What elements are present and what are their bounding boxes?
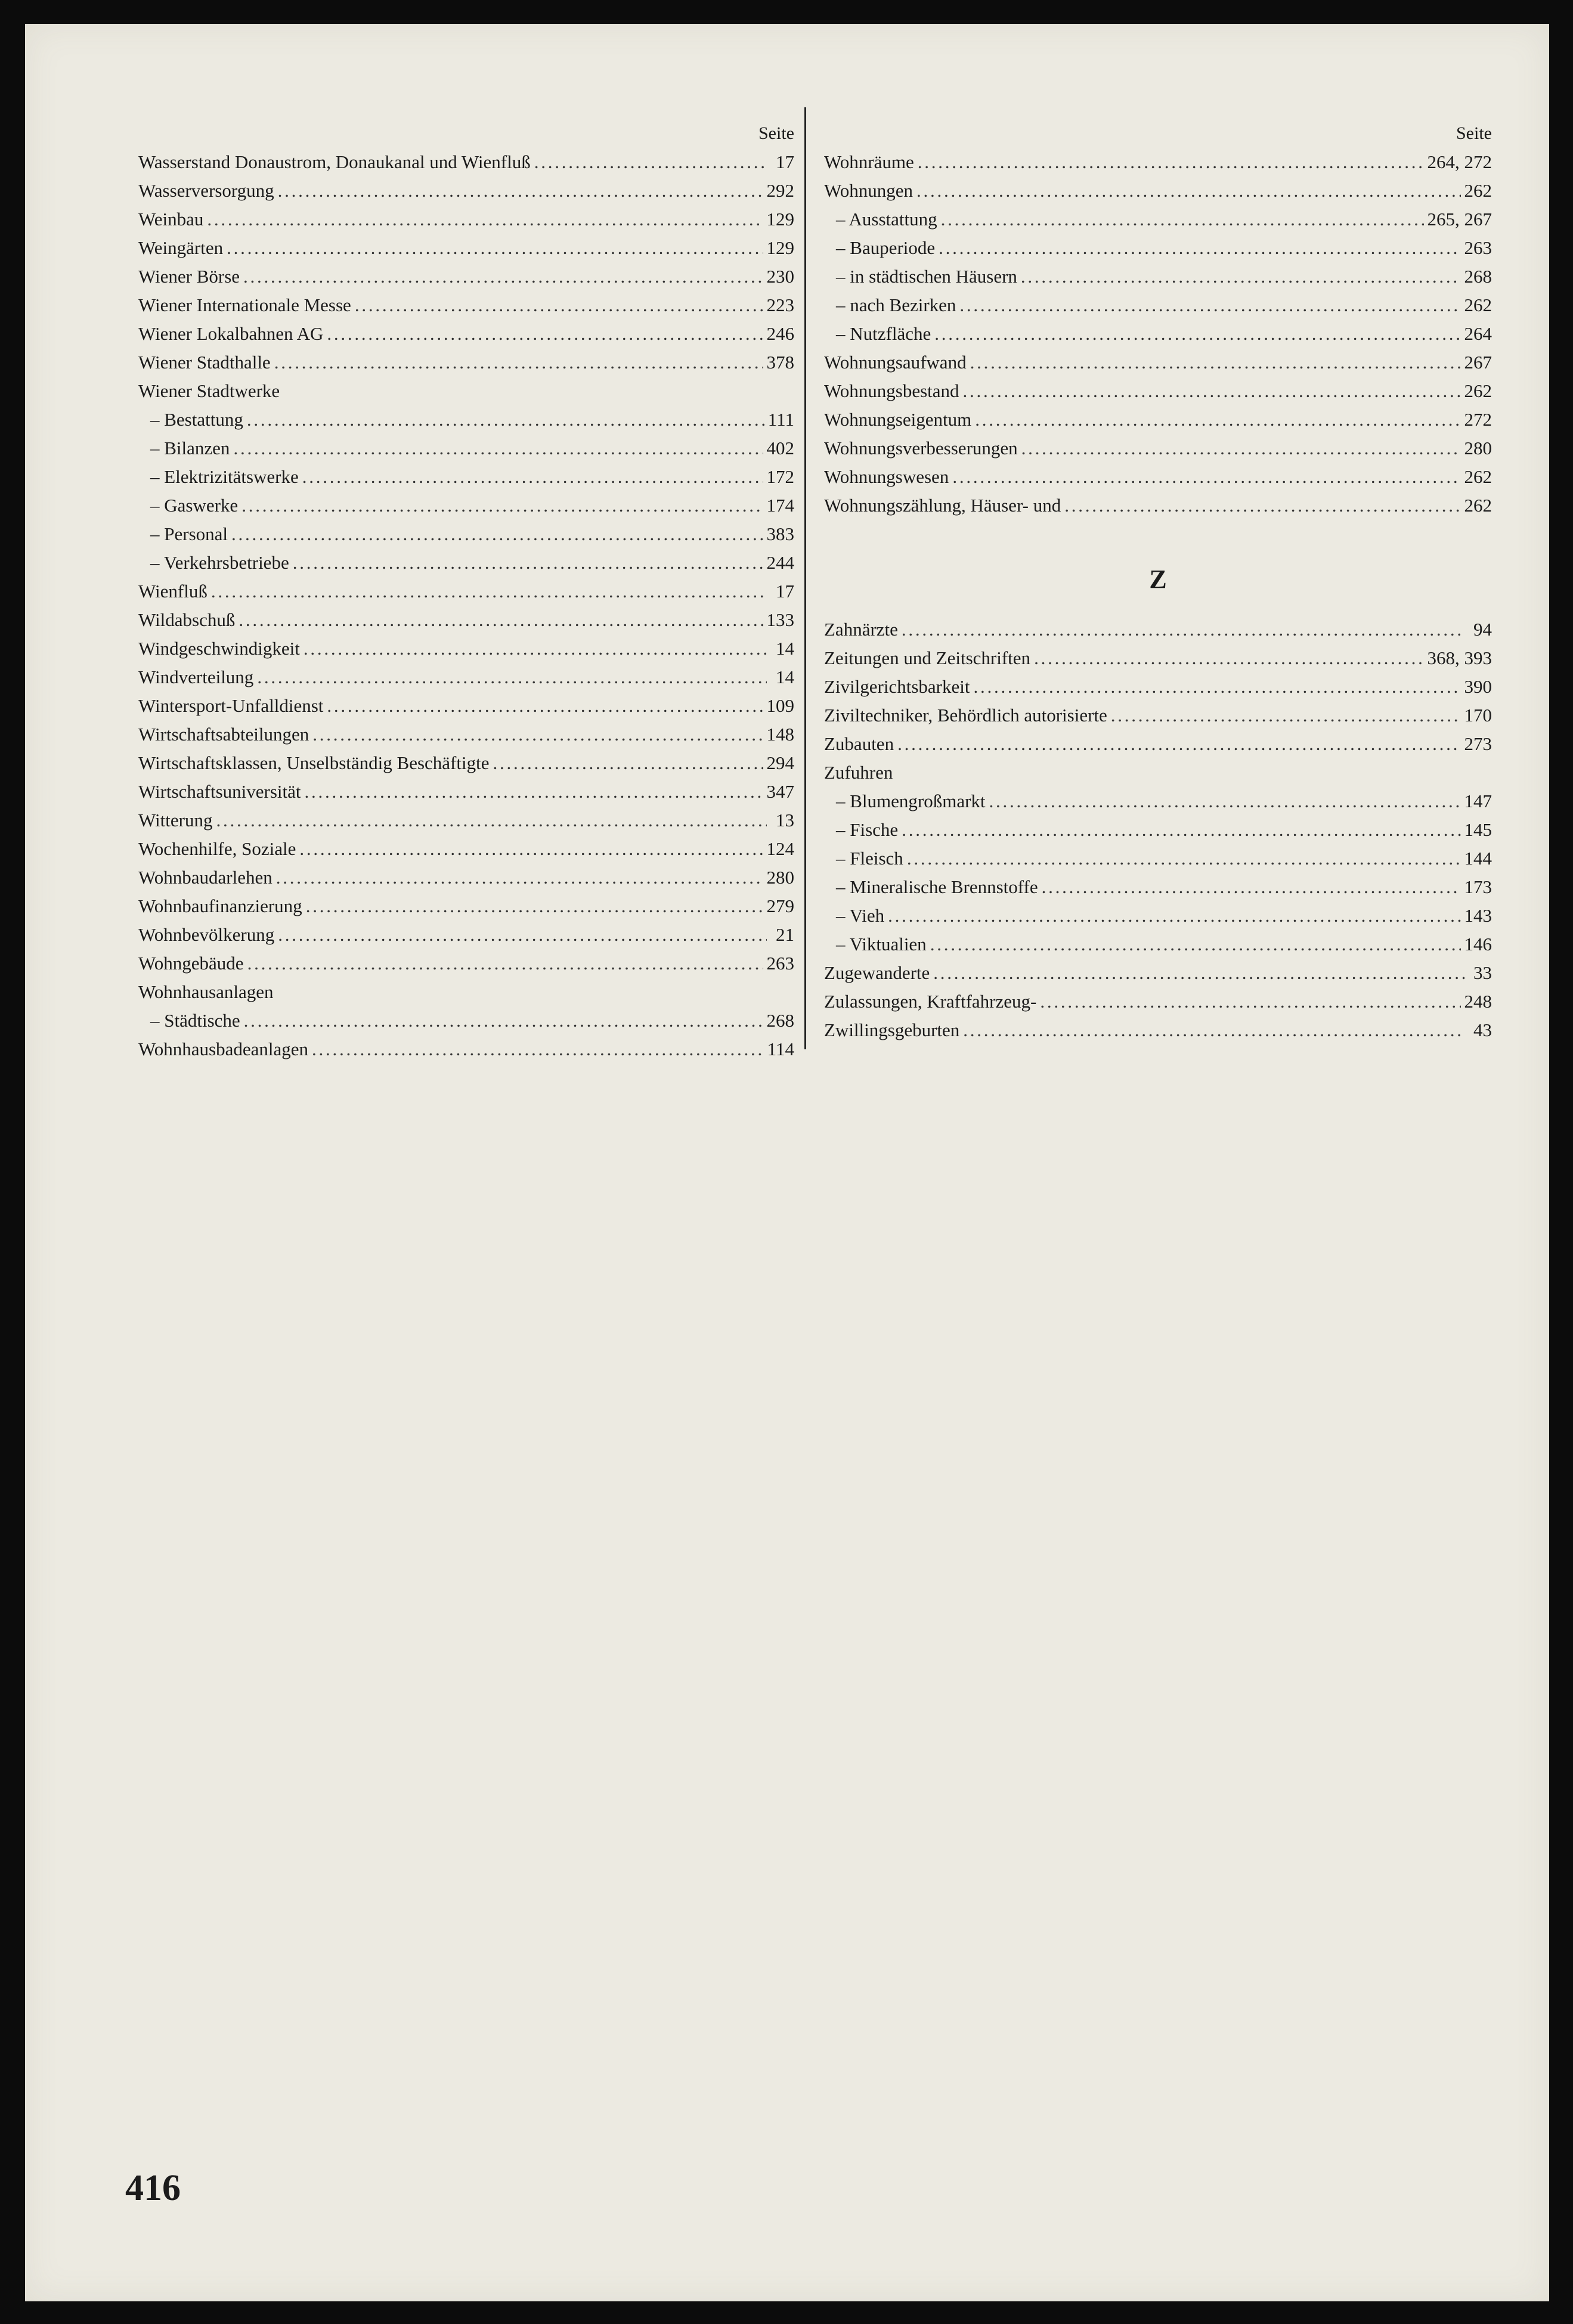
index-entry-label: Weingärten — [138, 237, 224, 258]
index-entry-label: Ziviltechniker, Behördlich autorisierte — [824, 705, 1107, 726]
index-entry-page: 368, 393 — [1427, 647, 1492, 668]
index-entry-label: Windgeschwindigkeit — [138, 638, 300, 659]
index-entry-page: 17 — [776, 581, 794, 602]
index-entry-page: 148 — [766, 724, 794, 745]
index-entry — [824, 987, 1492, 1016]
index-entry — [138, 148, 794, 176]
index-entry-page: 246 — [766, 323, 794, 344]
dot-leader — [327, 320, 763, 348]
index-entry-page: 21 — [776, 924, 794, 945]
index-entry-page: 262 — [1464, 295, 1492, 315]
index-entry-page: 262 — [1464, 180, 1492, 201]
index-entry-list — [824, 615, 1492, 1045]
index-entry — [138, 692, 794, 720]
index-entry-label: Zahnärzte — [824, 619, 898, 640]
index-entry-label: Wirtschaftsklassen, Unselbständig Beschäftigte — [138, 752, 490, 773]
index-entry-label: Wohnungen — [824, 180, 914, 201]
index-entry-page: 145 — [1464, 819, 1492, 840]
index-entry-page: 264, 272 — [1427, 151, 1492, 172]
index-entry — [824, 148, 1492, 176]
index-entry-label: – Fische — [836, 819, 899, 840]
section-letter: Z — [1149, 565, 1167, 594]
dot-leader — [989, 787, 1461, 816]
index-entry-page: 280 — [1464, 438, 1492, 458]
dot-leader — [247, 405, 764, 434]
index-entry — [824, 615, 1492, 644]
index-entry — [138, 663, 794, 692]
index-entry-page: 170 — [1464, 705, 1492, 726]
index-entry — [138, 749, 794, 777]
index-entry-page: 272 — [1464, 409, 1492, 430]
index-entry-page: 173 — [1464, 876, 1492, 897]
index-entry-label: – Bauperiode — [836, 237, 936, 258]
index-entry-label: Wildabschuß — [138, 609, 236, 630]
index-entry-label: – Mineralische Brennstoffe — [836, 876, 1038, 897]
index-entry-label: Wohnbaufinanzierung — [138, 895, 302, 916]
index-entry-label: Wiener Lokalbahnen AG — [138, 323, 324, 344]
index-entry-page: 390 — [1464, 676, 1492, 697]
index-entry-label: Zwillingsgeburten — [824, 1020, 960, 1040]
index-entry-page: 230 — [766, 266, 794, 287]
index-entry-label: Zeitungen und Zeitschriften — [824, 647, 1031, 668]
index-entry-page: 114 — [767, 1039, 794, 1059]
dot-leader — [493, 749, 763, 777]
index-entry — [138, 434, 794, 463]
index-entry-label: Wohnbaudarlehen — [138, 867, 273, 888]
index-entry-page: 402 — [766, 438, 794, 458]
index-entry-label: Wohnräume — [824, 151, 914, 172]
index-entry — [138, 205, 794, 234]
page-number: 416 — [125, 2168, 181, 2208]
index-entry — [824, 959, 1492, 987]
index-entry-label: Wienfluß — [138, 581, 208, 602]
dot-leader — [939, 234, 1460, 262]
index-entry-label: – Ausstattung — [836, 209, 937, 230]
dot-leader — [897, 730, 1460, 758]
index-entry-label: Wirtschaftsabteilungen — [138, 724, 309, 745]
index-entry-label: Wochenhilfe, Soziale — [138, 838, 296, 859]
dot-leader — [1021, 434, 1461, 463]
dot-leader — [959, 291, 1460, 320]
index-entry-page: 263 — [1464, 237, 1492, 258]
dot-leader — [306, 892, 763, 921]
index-entry-label: Wohnhausanlagen — [138, 981, 274, 1002]
index-entry — [824, 491, 1492, 520]
dot-leader — [952, 463, 1460, 491]
index-entry-label: – Fleisch — [836, 848, 903, 869]
index-entry-label: – Städtische — [150, 1010, 240, 1031]
index-entry — [138, 520, 794, 549]
dot-leader — [278, 921, 767, 949]
index-entry-label: Wiener Internationale Messe — [138, 295, 351, 315]
index-entry-label: Wohnungswesen — [824, 466, 949, 487]
index-entry-page: 294 — [766, 752, 794, 773]
index-entry — [138, 176, 794, 205]
index-entry — [138, 806, 794, 835]
index-entry — [824, 348, 1492, 377]
index-entry-label: – Nutzfläche — [836, 323, 931, 344]
dot-leader — [207, 205, 763, 234]
dot-leader — [1040, 987, 1460, 1016]
index-entry — [138, 405, 794, 434]
index-entry-label: Wohnungsaufwand — [824, 352, 967, 373]
index-entry-label: – Vieh — [836, 905, 885, 926]
dot-leader — [1042, 873, 1461, 901]
dot-leader — [941, 205, 1424, 234]
index-entry — [138, 262, 794, 291]
index-entry — [138, 320, 794, 348]
dot-leader — [299, 835, 763, 863]
index-entry-page: 17 — [776, 151, 794, 172]
index-entry-page: 144 — [1464, 848, 1492, 869]
dot-leader — [278, 176, 763, 205]
dot-leader — [233, 434, 763, 463]
dot-leader — [916, 176, 1460, 205]
index-entry — [824, 873, 1492, 901]
index-entry-label: Witterung — [138, 810, 213, 831]
index-entry — [824, 205, 1492, 234]
index-entry-page: 14 — [776, 667, 794, 687]
dot-leader — [970, 348, 1461, 377]
dot-leader — [902, 816, 1460, 844]
index-entry-page: 378 — [766, 352, 794, 373]
dot-leader — [257, 663, 767, 692]
index-entry — [824, 930, 1492, 959]
index-entry-page: 33 — [1473, 962, 1492, 983]
index-entry-page: 273 — [1464, 733, 1492, 754]
index-entry — [138, 377, 794, 405]
index-entry-label: Wirtschaftsuniversität — [138, 781, 301, 802]
index-entry-label: Wiener Stadthalle — [138, 352, 271, 373]
dot-leader — [963, 377, 1461, 405]
index-entry-page: 14 — [776, 638, 794, 659]
index-entry-label: Wohnbevölkerung — [138, 924, 275, 945]
index-entry — [824, 320, 1492, 348]
index-entry — [824, 434, 1492, 463]
index-entry-label: – Bestattung — [150, 409, 243, 430]
index-entry-page: 143 — [1464, 905, 1492, 926]
index-entry-label: Weinbau — [138, 209, 204, 230]
dot-leader — [302, 463, 763, 491]
dot-leader — [293, 549, 763, 577]
index-entry-label: – Viktualien — [836, 934, 927, 955]
index-entry-page: 268 — [1464, 266, 1492, 287]
index-entry-page: 133 — [766, 609, 794, 630]
index-entry — [824, 901, 1492, 930]
dot-leader — [918, 148, 1424, 176]
index-entry-label: Zivilgerichtsbarkeit — [824, 676, 970, 697]
index-entry-page: 383 — [766, 523, 794, 544]
index-entry — [138, 634, 794, 663]
right-index-column — [824, 119, 1492, 1045]
index-entry — [138, 949, 794, 978]
dot-leader — [227, 234, 763, 262]
index-entry-page: 292 — [766, 180, 794, 201]
index-entry-label: – Verkehrsbetriebe — [150, 552, 289, 573]
index-entry — [824, 291, 1492, 320]
dot-leader — [1021, 262, 1461, 291]
index-entry-page: 109 — [766, 695, 794, 716]
dot-leader — [211, 577, 767, 606]
index-entry — [138, 348, 794, 377]
index-entry — [824, 816, 1492, 844]
index-entry-page: 146 — [1464, 934, 1492, 955]
page-column-header: Seite — [1456, 123, 1492, 143]
index-entry-label: – in städtischen Häusern — [836, 266, 1017, 287]
index-entry-label: Zufuhren — [824, 762, 893, 783]
dot-leader — [243, 262, 763, 291]
index-entry-page: 124 — [766, 838, 794, 859]
dot-leader — [1111, 701, 1461, 730]
dot-leader — [973, 673, 1460, 701]
dot-leader — [930, 930, 1461, 959]
index-entry-page: 262 — [1464, 466, 1492, 487]
dot-leader — [327, 692, 763, 720]
index-entry-page: 172 — [766, 466, 794, 487]
dot-leader — [534, 148, 767, 176]
index-entry — [138, 777, 794, 806]
left-index-column — [138, 119, 794, 1064]
index-entry — [824, 730, 1492, 758]
index-entry-label: Wohnungsverbesserungen — [824, 438, 1018, 458]
index-entry-page: 147 — [1464, 791, 1492, 811]
dot-leader — [1034, 644, 1423, 673]
dot-leader — [305, 777, 763, 806]
index-entry-page: 244 — [766, 552, 794, 573]
index-entry-label: – Bilanzen — [150, 438, 230, 458]
dot-leader — [244, 1006, 763, 1035]
index-entry — [138, 1006, 794, 1035]
index-entry-label: Wohnungseigentum — [824, 409, 972, 430]
index-entry — [138, 921, 794, 949]
index-entry — [138, 491, 794, 520]
page-column-header: Seite — [758, 123, 794, 143]
index-entry — [824, 673, 1492, 701]
index-entry — [824, 176, 1492, 205]
index-entry-page: 43 — [1473, 1020, 1492, 1040]
index-entry — [824, 262, 1492, 291]
index-entry — [138, 978, 794, 1006]
index-entry — [138, 549, 794, 577]
index-entry — [138, 892, 794, 921]
dot-leader — [231, 520, 763, 549]
index-entry — [138, 1035, 794, 1064]
dot-leader — [933, 959, 1464, 987]
dot-leader — [963, 1016, 1464, 1045]
index-entry-label: – Elektrizitätswerke — [150, 466, 299, 487]
index-entry-page: 94 — [1473, 619, 1492, 640]
index-entry — [824, 844, 1492, 873]
dot-leader — [888, 901, 1460, 930]
index-entry — [824, 758, 1492, 787]
index-entry — [824, 787, 1492, 816]
dot-leader — [907, 844, 1461, 873]
index-entry — [138, 234, 794, 262]
index-entry — [824, 377, 1492, 405]
index-entry-label: Wohnhausbadeanlagen — [138, 1039, 309, 1059]
index-entry — [824, 234, 1492, 262]
column-divider — [804, 107, 806, 1049]
index-entry-page: 268 — [766, 1010, 794, 1031]
index-entry-list — [138, 148, 794, 1064]
index-entry — [138, 863, 794, 892]
index-entry-page: 265, 267 — [1427, 209, 1492, 230]
index-entry-label: Wohnungszählung, Häuser- und — [824, 495, 1061, 516]
dot-leader — [1064, 491, 1460, 520]
index-entry-page: 280 — [766, 867, 794, 888]
index-page — [25, 24, 1549, 2301]
index-entry-label: Windverteilung — [138, 667, 254, 687]
index-entry-page: 223 — [766, 295, 794, 315]
index-entry-label: – nach Bezirken — [836, 295, 956, 315]
index-entry — [824, 701, 1492, 730]
index-entry-page: 279 — [766, 895, 794, 916]
dot-leader — [312, 720, 763, 749]
dot-leader — [304, 634, 767, 663]
index-entry-label: Zulassungen, Kraftfahrzeug- — [824, 991, 1037, 1012]
index-entry-page: 262 — [1464, 495, 1492, 516]
index-entry — [824, 1016, 1492, 1045]
dot-leader — [312, 1035, 764, 1064]
index-entry — [824, 463, 1492, 491]
index-entry — [138, 606, 794, 634]
index-entry-page: 264 — [1464, 323, 1492, 344]
index-entry-page: 174 — [766, 495, 794, 516]
index-entry — [138, 577, 794, 606]
index-entry-page: 111 — [767, 409, 794, 430]
index-entry-label: – Gaswerke — [150, 495, 239, 516]
index-entry — [138, 291, 794, 320]
dot-leader — [247, 949, 763, 978]
dot-leader — [355, 291, 763, 320]
dot-leader — [975, 405, 1460, 434]
dot-leader — [276, 863, 763, 892]
index-entry-page: 262 — [1464, 380, 1492, 401]
index-entry-label: Zubauten — [824, 733, 894, 754]
index-entry-page: 129 — [766, 209, 794, 230]
index-entry — [138, 720, 794, 749]
dot-leader — [241, 491, 763, 520]
index-entry-label: Wasserversorgung — [138, 180, 274, 201]
index-entry-label: Zugewanderte — [824, 962, 930, 983]
index-entry-page: 347 — [766, 781, 794, 802]
index-entry-page: 267 — [1464, 352, 1492, 373]
index-entry-page: 248 — [1464, 991, 1492, 1012]
dot-leader — [934, 320, 1460, 348]
index-entry-label: – Blumengroßmarkt — [836, 791, 986, 811]
index-entry-page: 13 — [776, 810, 794, 831]
dot-leader — [216, 806, 767, 835]
index-entry-label: Wasserstand Donaustrom, Donaukanal und Wienfluß — [138, 151, 531, 172]
index-entry-page: 263 — [766, 953, 794, 974]
index-entry-label: Wiener Börse — [138, 266, 240, 287]
index-entry-list — [824, 148, 1492, 520]
index-entry-label: – Personal — [150, 523, 228, 544]
dot-leader — [902, 615, 1464, 644]
index-entry-page: 129 — [766, 237, 794, 258]
index-entry — [138, 463, 794, 491]
index-entry-label: Wohnungsbestand — [824, 380, 959, 401]
index-entry-label: Wintersport-Unfalldienst — [138, 695, 324, 716]
index-entry — [824, 405, 1492, 434]
index-entry-label: Wohngebäude — [138, 953, 244, 974]
dot-leader — [239, 606, 763, 634]
index-entry — [824, 644, 1492, 673]
index-entry — [138, 835, 794, 863]
dot-leader — [274, 348, 763, 377]
index-entry-label: Wiener Stadtwerke — [138, 380, 280, 401]
